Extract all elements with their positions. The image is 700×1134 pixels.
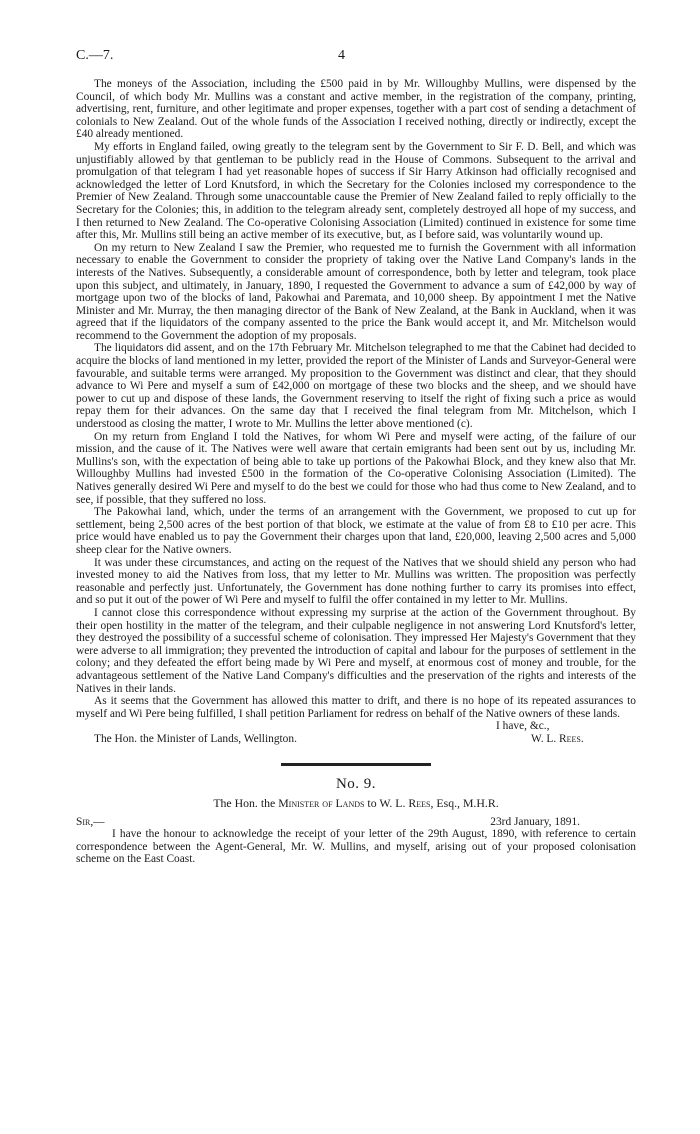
page-header bbox=[76, 50, 636, 78]
section-divider bbox=[281, 763, 431, 766]
paragraph: The liquidators did assent, and on the 17th February Mr. Mitchelson telegraphed to me that the Cabinet had decided to acquire the blocks of land mentioned in my letter, provided the report of the Minister of Lands and Surveyor-General were favourable, and suitable terms were arranged. My proposition to the Government was distinct and clear, that they should advance to Wi Pere and myself a sum of £42,000 on mortgage of these two blocks and the sheep, and we should have power to cut up and dispose of these lands, the Government reserving to itself the right of fixing such a price as would repay them for their advances. On the same day that I received the final telegram from Mr. Mitchelson, which I understood as closing the matter, I wrote to Mr. Mullins the letter above mentioned (c). bbox=[76, 342, 636, 431]
letter-date: 23rd January, 1891. bbox=[490, 815, 580, 828]
paragraph: On my return to New Zealand I saw the Premier, who requested me to furnish the Government with all information necessary to enable the Government to consider the propriety of taking over the Native Land Company's lands in the interests of the Natives. Subsequently, a considerable amount of correspondence, both by letter and telegram, took place upon this subject, and ultimately, in January, 1890, I requested the Government to advance a sum of £42,000 by way of mortgage upon two of the blocks of land, Pakowhai and Paremata, and 10,000 sheep. By appointment I met the Native Minister and Mr. Murray, the then managing director of the Bank of New Zealand, at the Bank in Auckland, when it was agreed that if the liquidators of the company assented to the price the Bank would accept it, and Mr. Mitchelson would recommend to the Government the adoption of my proposals. bbox=[76, 241, 636, 342]
page-number: 4 bbox=[338, 48, 345, 63]
document-page bbox=[76, 50, 636, 866]
salutation: Sir,— bbox=[76, 815, 105, 828]
heading-suffix: , Esq., M.H.R. bbox=[430, 796, 499, 811]
letter9-body bbox=[76, 828, 636, 866]
heading-name: Rees bbox=[408, 796, 431, 811]
paragraph: My efforts in England failed, owing greatly to the telegram sent by the Government to Sir F. D. Bell, and which was unjustifiably allowed by that gentleman to be publicly read in the House of Commons. Subsequent to the arrival and promulgation of that telegram I had yet reasonable hopes of success if Sir Harry Atkinson had officially recognised and acknowledged the letter of Lord Knutsford, in which the Secretary for the Colonies inclosed my correspondence to the Premier of New Zealand. Through some unaccountable cause the Premier of New Zealand failed to reply officially to the Secretary for the Colonies; this, in addition to the telegram already sent, completely destroyed all hope of my success, and I then returned to New Zealand. The Co-operative Colonising Association (Limited) continued in existence for some time after this, Mr. Mullins still being an active member of its executive, but, as I before said, was voluntarily wound up. bbox=[76, 140, 636, 242]
paragraph: On my return from England I told the Natives, for whom Wi Pere and myself were acting, of the failure of our mission, and the cause of it. The Natives were well aware that certain emigrants had been sent out by us, including Mr. Mullins's son, with the expectation of being able to take up portions of the Pakowhai Block, and they knew also that Mr. Willoughby Mullins had invested £500 in the formation of the Co-operative Colonising Association (Limited). The Natives generally desired Wi Pere and myself to do the best we could for those who had thus come to New Zealand, and to see, if possible, that they suffered no loss. bbox=[76, 430, 636, 506]
addressee-row bbox=[76, 733, 636, 746]
heading-to: to W. L. bbox=[367, 796, 406, 811]
paragraph: I have the honour to acknowledge the receipt of your letter of the 29th August, 1890, with reference to certain correspondence between the Agent-General, Mr. W. Mullins, and myself, arising out of your proposed colonisation scheme on the East Coast. bbox=[76, 828, 636, 866]
paragraph: The Pakowhai land, which, under the terms of an arrangement with the Government, we proposed to cut up for settlement, being 2,500 acres of the best portion of that block, we estimate at the value of from £8 to £10 per acre. This price would have enabled us to pay the Government their charges upon that land, £20,000, leaving 2,500 acres and 5,000 sheep clear for the Native owners. bbox=[76, 506, 636, 556]
closing-row bbox=[76, 720, 636, 733]
letter-body bbox=[76, 78, 636, 745]
heading-from: Minister of Lands bbox=[278, 796, 365, 811]
closing-phrase: I have, &c., bbox=[496, 720, 550, 733]
paragraph: As it seems that the Government has allowed this matter to drift, and there is no hope of its repeated assurances to myself and Wi Pere being fulfilled, I shall petition Parliament for redress on behalf of the Native owners of these lands. bbox=[76, 695, 636, 720]
addressee: The Hon. the Minister of Lands, Wellington. bbox=[94, 732, 297, 745]
page-reference: C.—7. bbox=[76, 48, 114, 63]
letter-heading bbox=[76, 797, 636, 810]
paragraph: It was under these circumstances, and acting on the request of the Natives that we should shield any person who had invested money to aid the Natives from loss, that my letter to Mr. Mullins was written. The proposition was perfectly reasonable and perfectly just. Unfortunately, the Government has done nothing further to carry its promises into effect, and so put it out of the power of Wi Pere and myself to fulfil the offer contained in my letter to Mr. Mullins. bbox=[76, 556, 636, 607]
paragraph: The moneys of the Association, including the £500 paid in by Mr. Willoughby Mullins, were dispensed by the Council, of which body Mr. Mullins was a constant and active member, in the registration of the company, printing, advertising, rent, furniture, and other legitimate and proper expenses, together with a part cost of sending a detachment of colonials to New Zealand. Out of the whole funds of the Association I received nothing, directly or indirectly, except the £40 already mentioned. bbox=[76, 78, 636, 141]
salutation-row bbox=[76, 816, 636, 829]
paragraph: I cannot close this correspondence without expressing my surprise at the action of the Government throughout. By their open hostility in the matter of the telegram, and their culpable negligence in not answering Lord Knutsford's letter, they destroyed the possibility of a successful scheme of colonisation. They impressed Her Majesty's Government that they were adverse to all immigration; they prevented the introduction of capital and labour for the purposes of settlement in the colony; and they defeated the effort being made by Wi Pere and myself, at enormous cost of money and trouble, for the advantageous settlement of the Native Land Company's difficulties and the preservation of the rights and interests of the Natives in their lands. bbox=[76, 606, 636, 695]
signature: W. L. Rees. bbox=[531, 732, 584, 745]
heading-prefix: The Hon. the bbox=[213, 796, 276, 811]
letter-number: No. 9. bbox=[335, 776, 377, 793]
